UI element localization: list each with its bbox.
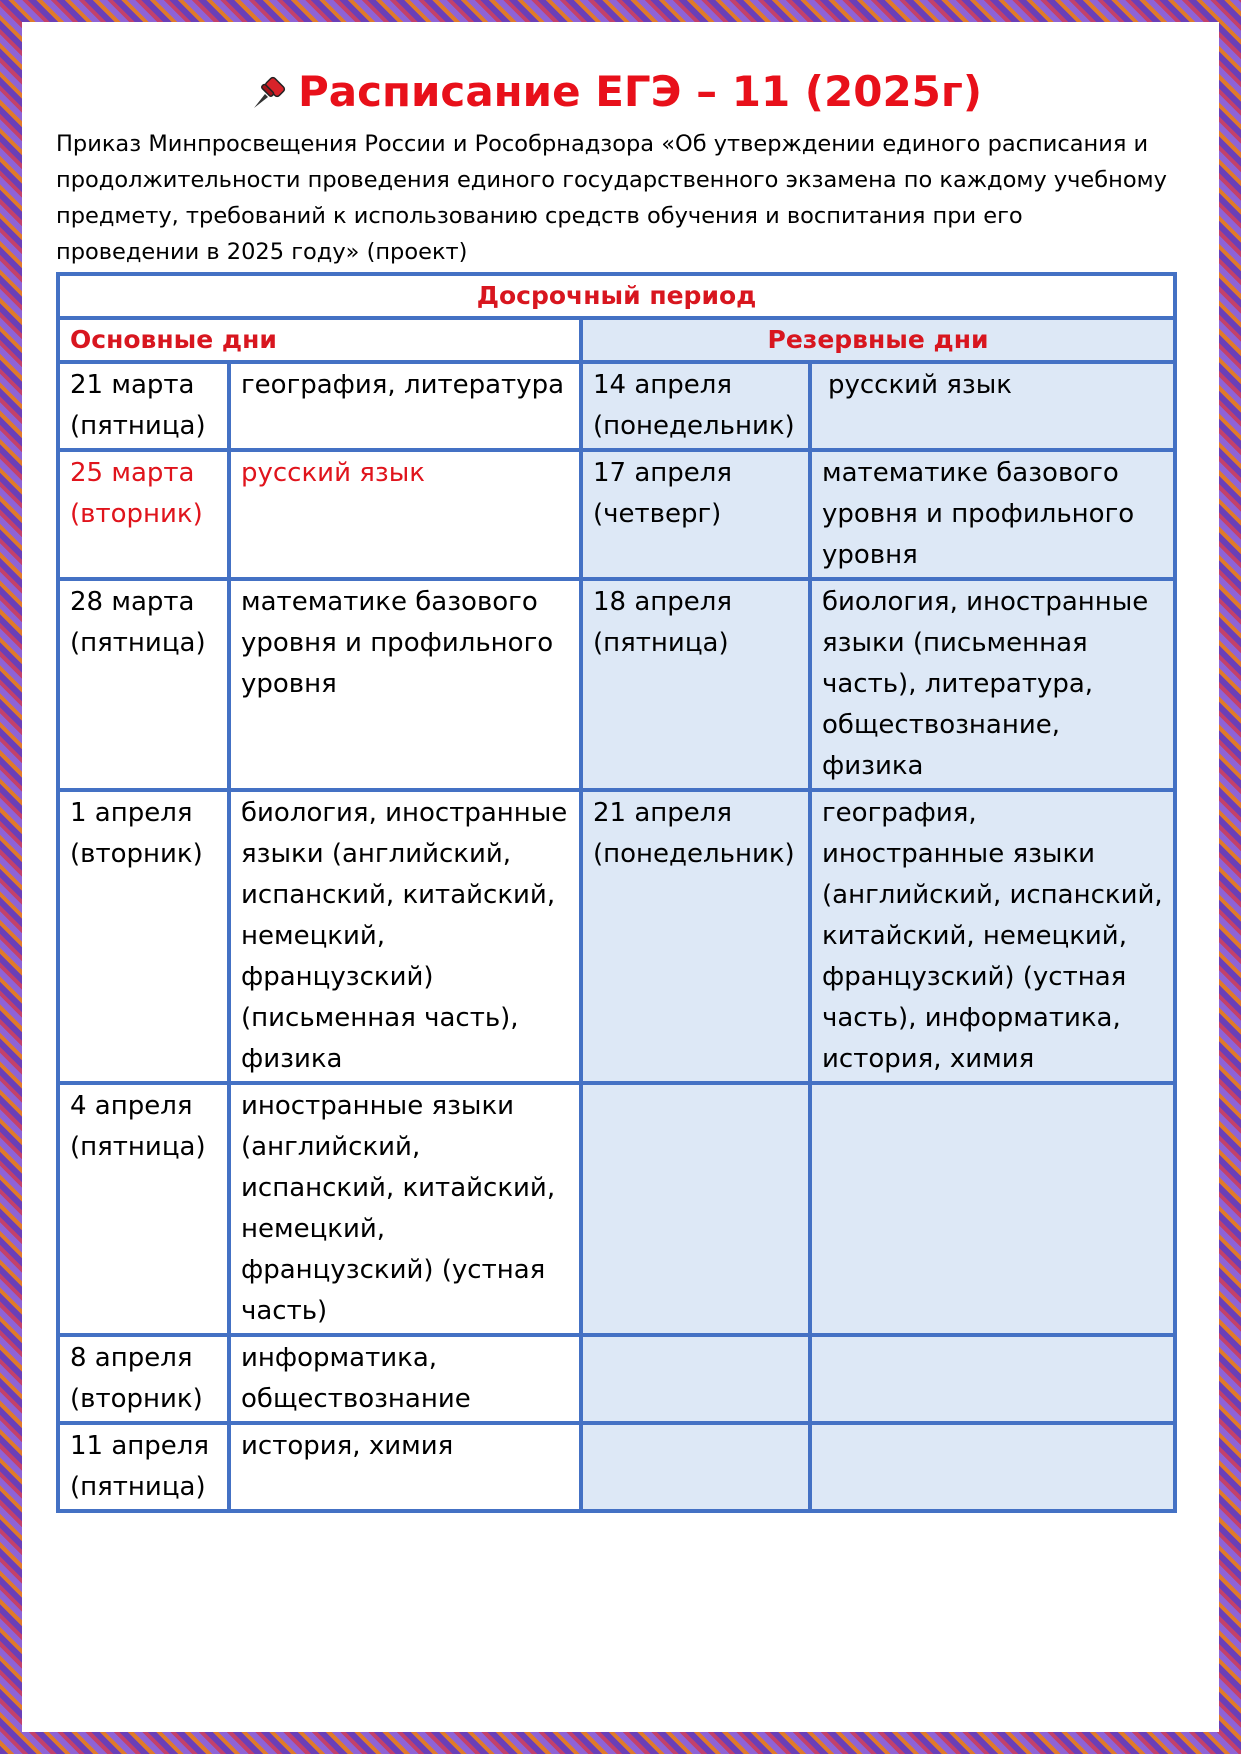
reserve-subjects: математике базового уровня и профильного уровня — [810, 450, 1175, 579]
main-days-header: Основные дни — [58, 318, 581, 362]
reserve-day: (понедельник) — [593, 839, 795, 869]
main-date-cell — [58, 790, 229, 1083]
main-subjects: география, литература — [229, 362, 581, 450]
main-date: 11 апреля — [70, 1431, 210, 1461]
reserve-subjects: русский язык — [810, 362, 1175, 450]
reserve-date-cell — [581, 1335, 810, 1423]
main-date-cell — [58, 1335, 229, 1423]
schedule-table — [56, 272, 1177, 1513]
main-day: (пятница) — [70, 1472, 206, 1502]
table-row — [58, 579, 1175, 790]
reserve-day: (четверг) — [593, 499, 722, 529]
reserve-date: 21 апреля — [593, 798, 733, 828]
table-row — [58, 450, 1175, 579]
main-date: 25 марта — [70, 458, 195, 488]
table-row — [58, 1083, 1175, 1335]
main-subjects: информатика, обществознание — [229, 1335, 581, 1423]
reserve-date-cell — [581, 1083, 810, 1335]
reserve-date: 17 апреля — [593, 458, 733, 488]
main-subjects: история, химия — [229, 1423, 581, 1511]
page-title-text: Расписание ЕГЭ – 11 (2025г) — [297, 67, 983, 116]
intro-paragraph: Приказ Минпросвещения России и Рособрнадзора «Об утверждении единого расписания и продолжительности проведения единого государственного экзамена по каждому учебному предмету, требований к использованию средств обучения и воспитания при его проведении в 2025 году» (проект) — [56, 131, 1167, 265]
pushpin-icon — [250, 72, 290, 112]
table-row — [58, 362, 1175, 450]
main-subjects: математике базового уровня и профильного уровня — [229, 579, 581, 790]
reserve-date-cell — [581, 790, 810, 1083]
main-subjects: иностранные языки (английский, испанский, китайский, немецкий, французский) (устная часть) — [229, 1083, 581, 1335]
main-day: (вторник) — [70, 1384, 203, 1414]
main-date: 21 марта — [70, 370, 195, 400]
table-row — [58, 1423, 1175, 1511]
main-date-cell — [58, 362, 229, 450]
main-day: (пятница) — [70, 1132, 206, 1162]
main-day: (вторник) — [70, 839, 203, 869]
reserve-subjects — [810, 1335, 1175, 1423]
reserve-subjects — [810, 1083, 1175, 1335]
period-header-row — [58, 274, 1175, 318]
reserve-date-cell — [581, 1423, 810, 1511]
main-date-cell — [58, 450, 229, 579]
column-header-row — [58, 318, 1175, 362]
main-date-cell — [58, 579, 229, 790]
main-subjects: русский язык — [229, 450, 581, 579]
table-row — [58, 1335, 1175, 1423]
main-date: 28 марта — [70, 587, 195, 617]
reserve-date: 18 апреля — [593, 587, 733, 617]
reserve-date: 14 апреля — [593, 370, 733, 400]
reserve-date-cell — [581, 450, 810, 579]
reserve-subjects: биология, иностранные языки (письменная часть), литература, обществознание, физика — [810, 579, 1175, 790]
reserve-date-cell — [581, 579, 810, 790]
main-day: (пятница) — [70, 628, 206, 658]
main-date-cell — [58, 1423, 229, 1511]
reserve-date-cell — [581, 362, 810, 450]
main-date: 8 апреля — [70, 1343, 193, 1373]
main-day: (вторник) — [70, 499, 203, 529]
reserve-subjects: география, иностранные языки (английский, испанский, китайский, немецкий, французский) (устная часть), информатика, история, химия — [810, 790, 1175, 1083]
reserve-day: (пятница) — [593, 628, 729, 658]
reserve-subjects — [810, 1423, 1175, 1511]
period-header: Досрочный период — [58, 274, 1175, 318]
page-content — [56, 64, 1176, 1513]
table-row — [58, 790, 1175, 1083]
main-day: (пятница) — [70, 411, 206, 441]
page-title — [56, 64, 1176, 120]
main-subjects: биология, иностранные языки (английский, испанский, китайский, немецкий, французский) (письменная часть), физика — [229, 790, 581, 1083]
main-date-cell — [58, 1083, 229, 1335]
main-date: 4 апреля — [70, 1091, 193, 1121]
main-date: 1 апреля — [70, 798, 193, 828]
reserve-day: (понедельник) — [593, 411, 795, 441]
reserve-days-header: Резервные дни — [581, 318, 1175, 362]
